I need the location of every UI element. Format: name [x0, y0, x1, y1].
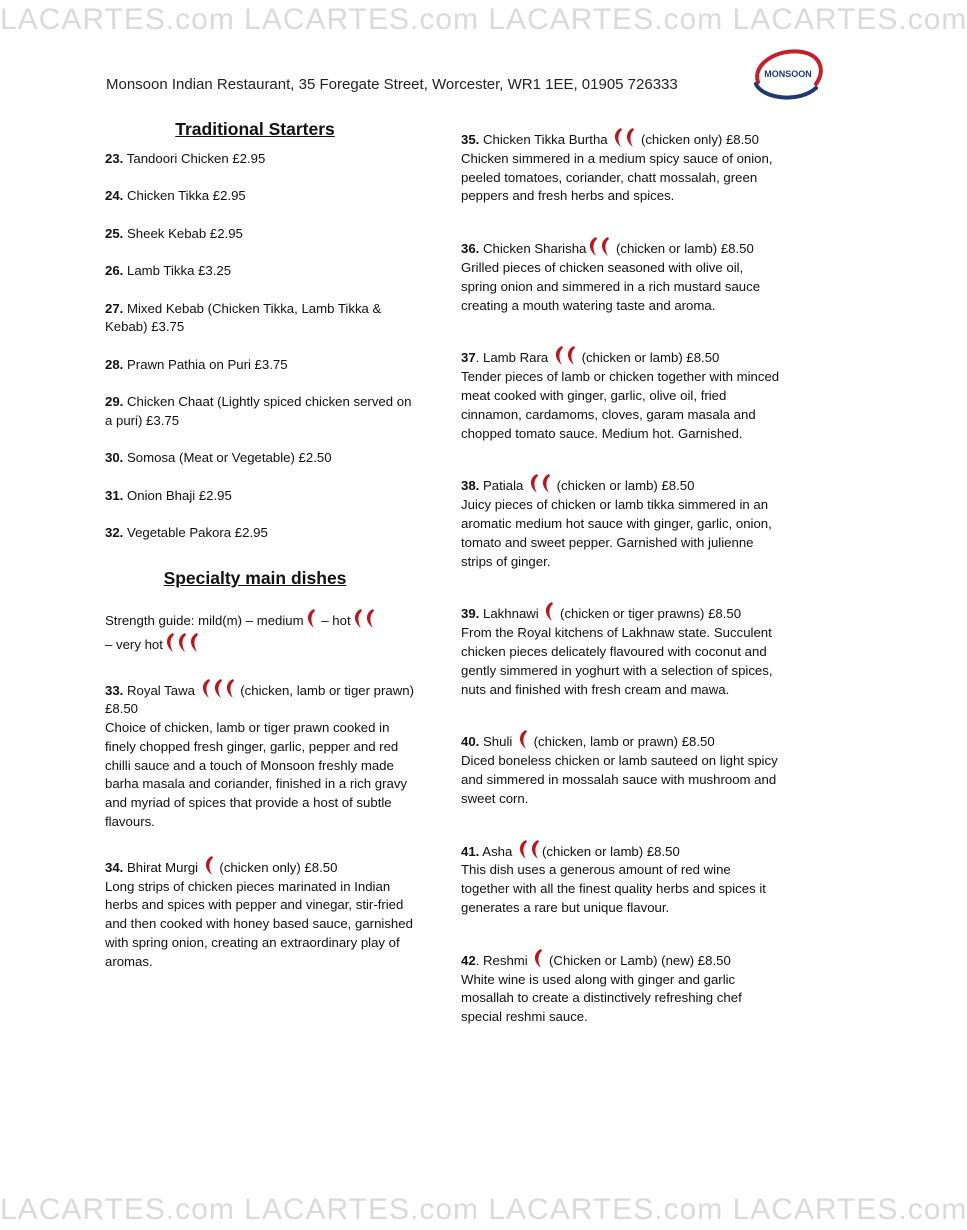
dish-item [461, 600, 781, 699]
chili-pepper [520, 840, 527, 859]
chili-pepper [615, 128, 622, 147]
chili-pepper [546, 602, 553, 621]
dish-number: 34. [105, 859, 124, 875]
chili-pepper [520, 730, 527, 749]
dish-description: White wine is used along with ginger and garlic mosallah to create a distinctively refreshing chef special reshmi sauce. [461, 971, 742, 1025]
chili-pepper [191, 633, 198, 652]
dish-header [461, 235, 781, 259]
dish-description: Long strips of chicken pieces marinated in Indian herbs and spices with pepper and vinegar, stir-fried and then cooked with honey based sauce, garnished with spring onion, creating an extraordinary play of aromas. [105, 878, 413, 969]
dish-item [105, 677, 415, 832]
starter-number: 29. [105, 394, 124, 410]
dish-name: . Reshmi [475, 952, 532, 968]
chili-icon [516, 838, 542, 860]
chili-icon [542, 600, 556, 622]
strength-very-hot: – very hot [105, 636, 163, 652]
chili-pepper [532, 840, 539, 859]
dish-number: 36. [461, 241, 480, 257]
dish-name: Chicken Tikka Burtha [479, 132, 612, 147]
dish-options: (chicken, lamb or tiger prawn) £8.50 [105, 682, 414, 717]
dish-header [105, 854, 415, 878]
mains-right-list [461, 126, 781, 1027]
chili-pepper [627, 128, 634, 147]
dish-name: Asha [479, 843, 517, 859]
dish-item [461, 838, 781, 918]
chili-pepper [227, 679, 234, 698]
chili-pepper [179, 633, 186, 652]
dish-number: 41. [461, 843, 480, 859]
chili-pepper [206, 856, 213, 875]
dish-item [105, 854, 415, 972]
dish-description: Tender pieces of lamb or chicken together with minced meat cooked with ginger, garlic, olive oil, fried cinnamon, cardamoms, cloves, garam masala and chopped tomato sauce. Medium hot. Garnished. [461, 369, 780, 441]
dish-header [105, 677, 415, 720]
chili-pepper [167, 633, 174, 652]
starter-item [105, 262, 415, 281]
starter-text: Tandoori Chicken £2.95 [123, 151, 266, 166]
chili-pepper [215, 679, 222, 698]
dish-header [461, 838, 781, 862]
chili-pepper [543, 474, 550, 493]
dish-description: From the Royal kitchens of Lakhnaw state. Succulent chicken pieces delicately flavoured with coconut and gently simmered in yoghurt with a selection of spices, nuts and finished with fresh cream and mawa. [461, 625, 773, 697]
dish-options: (Chicken or Lamb) (new) £8.50 [545, 952, 731, 968]
starter-text: Vegetable Pakora £2.95 [123, 525, 268, 541]
dish-item [461, 344, 781, 443]
dish-name: Royal Tawa [123, 682, 199, 698]
dish-header [461, 947, 781, 971]
chili-pepper [535, 949, 542, 968]
dish-number: 42 [461, 952, 476, 968]
starter-number: 27. [105, 300, 124, 316]
dish-number: 38. [461, 478, 480, 494]
starter-item [105, 225, 415, 244]
starter-number: 24. [105, 188, 124, 204]
chili-icon [531, 947, 545, 969]
starter-number: 30. [105, 450, 124, 466]
chili-pepper [602, 237, 609, 256]
dish-description: Chicken simmered in a medium spicy sauce of onion, peeled tomatoes, coriander, chatt mossalah, green peppers and fresh herbs and spices. [461, 150, 773, 204]
dish-description: Diced boneless chicken or lamb sauteed on light spicy and simmered in mossalah sauce with mushroom and sweet corn. [461, 753, 778, 806]
starter-number: 28. [105, 356, 124, 372]
chili-pepper [355, 609, 362, 628]
monsoon-logo [750, 44, 826, 102]
starter-text: Sheek Kebab £2.95 [123, 225, 243, 241]
chili-pepper [531, 474, 538, 493]
starter-number: 25. [105, 225, 124, 241]
starter-item [105, 449, 415, 468]
mains-title: Specialty main dishes [163, 567, 347, 588]
dish-item [461, 126, 781, 206]
dish-options: (chicken or lamb) £8.50 [553, 478, 695, 494]
dish-number: 37 [461, 350, 476, 366]
dish-number: 35. [461, 132, 480, 147]
starter-number: 23. [105, 151, 124, 166]
mains-left-list [105, 677, 415, 972]
chili-icon [202, 854, 216, 876]
chili-icon [304, 607, 318, 629]
starter-text: Chicken Chaat (Lightly spiced chicken served on a puri) £3.75 [105, 394, 412, 428]
watermark-bottom: LACARTES.com LACARTES.com LACARTES.com LACARTES.com [0, 1193, 967, 1226]
chili-icon [163, 631, 201, 653]
dish-name: . Lamb Rara [475, 350, 552, 366]
starter-number: 32. [105, 525, 124, 541]
chili-pepper [308, 609, 315, 628]
dish-options: (chicken only) £8.50 [637, 132, 759, 147]
left-column [105, 118, 415, 972]
starter-text: Prawn Pathia on Puri £3.75 [123, 356, 288, 372]
watermark-top: LACARTES.com LACARTES.com LACARTES.com LACARTES.com [0, 3, 967, 36]
starter-number: 26. [105, 263, 124, 279]
starters-list [105, 150, 415, 543]
dish-name: Lakhnawi [479, 606, 543, 622]
starter-item [105, 487, 415, 506]
chili-icon [516, 728, 530, 750]
dish-description: Grilled pieces of chicken seasoned with olive oil, spring onion and simmered in a rich mustard sauce creating a mouth watering taste and aroma. [461, 259, 761, 313]
starter-item [105, 300, 415, 338]
starter-text: Onion Bhaji £2.95 [123, 487, 232, 503]
starter-item [105, 187, 415, 206]
dish-options: (chicken or lamb) £8.50 [542, 843, 680, 859]
dish-number: 33. [105, 682, 124, 698]
right-column [461, 118, 781, 1027]
chili-icon [527, 472, 553, 494]
dish-name: Patiala [479, 478, 527, 494]
dish-number: 39. [461, 606, 480, 622]
starter-number: 31. [105, 487, 124, 503]
dish-name: Chicken Sharisha [479, 241, 587, 257]
chili-icon [611, 126, 637, 148]
dish-item [461, 947, 781, 1027]
dish-description: Choice of chicken, lamb or tiger prawn cooked in finely chopped fresh ginger, garlic, pepper and red chilli sauce and a touch of Monsoon freshly made barha masala and coriander, finished in a rich gravy and myriad of spices that provide a host of subtle flavours. [105, 720, 408, 830]
chili-pepper [203, 679, 210, 698]
dish-options: (chicken only) £8.50 [215, 859, 338, 875]
starters-title: Traditional Starters [175, 119, 335, 139]
dish-item [461, 235, 781, 315]
dish-options: (chicken or tiger prawns) £8.50 [556, 606, 742, 622]
starter-text: Somosa (Meat or Vegetable) £2.50 [123, 450, 332, 466]
dish-item [461, 728, 781, 808]
dish-options: (chicken, lamb or prawn) £8.50 [530, 734, 715, 750]
dish-header [461, 126, 781, 150]
starter-text: Lamb Tikka £3.25 [123, 263, 232, 279]
dish-options: (chicken or lamb) £8.50 [612, 241, 754, 257]
dish-description: Juicy pieces of chicken or lamb tikka simmered in an aromatic medium hot sauce with ginger, garlic, onion, tomato and sweet pepper. Garnished with julienne strips of ginger. [461, 497, 772, 569]
restaurant-address: Monsoon Indian Restaurant, 35 Foregate Street, Worcester, WR1 1EE, 01905 726333 [106, 76, 678, 93]
dish-name: Shuli [479, 734, 516, 750]
chili-icon [552, 344, 578, 366]
dish-options: (chicken or lamb) £8.50 [577, 350, 720, 366]
dish-number: 40. [461, 734, 480, 750]
dish-name: Bhirat Murgi [123, 859, 202, 875]
dish-item [461, 472, 781, 571]
chili-icon [199, 677, 237, 699]
chili-icon [351, 607, 377, 629]
starter-item [105, 524, 415, 543]
chili-pepper [568, 346, 575, 365]
dish-description: This dish uses a generous amount of red wine together with all the finest quality herbs and spices it generates a rare but unique flavour. [461, 862, 766, 915]
starter-item [105, 356, 415, 375]
dish-header [461, 472, 781, 496]
starter-item [105, 150, 415, 169]
starter-text: Mixed Kebab (Chicken Tikka, Lamb Tikka & Kebab) £3.75 [105, 300, 382, 335]
dish-header [461, 728, 781, 752]
chili-pepper [590, 237, 597, 256]
strength-guide [105, 607, 415, 655]
dish-header [461, 344, 781, 368]
logo-text: MONSOON [764, 69, 812, 79]
chili-pepper [556, 346, 563, 365]
strength-prefix: Strength guide: mild(m) – medium [105, 612, 304, 628]
chili-pepper [367, 609, 374, 628]
dish-header [461, 600, 781, 624]
chili-icon [586, 235, 612, 257]
starter-text: Chicken Tikka £2.95 [123, 188, 246, 204]
strength-hot: – hot [317, 612, 351, 628]
starter-item [105, 393, 415, 431]
